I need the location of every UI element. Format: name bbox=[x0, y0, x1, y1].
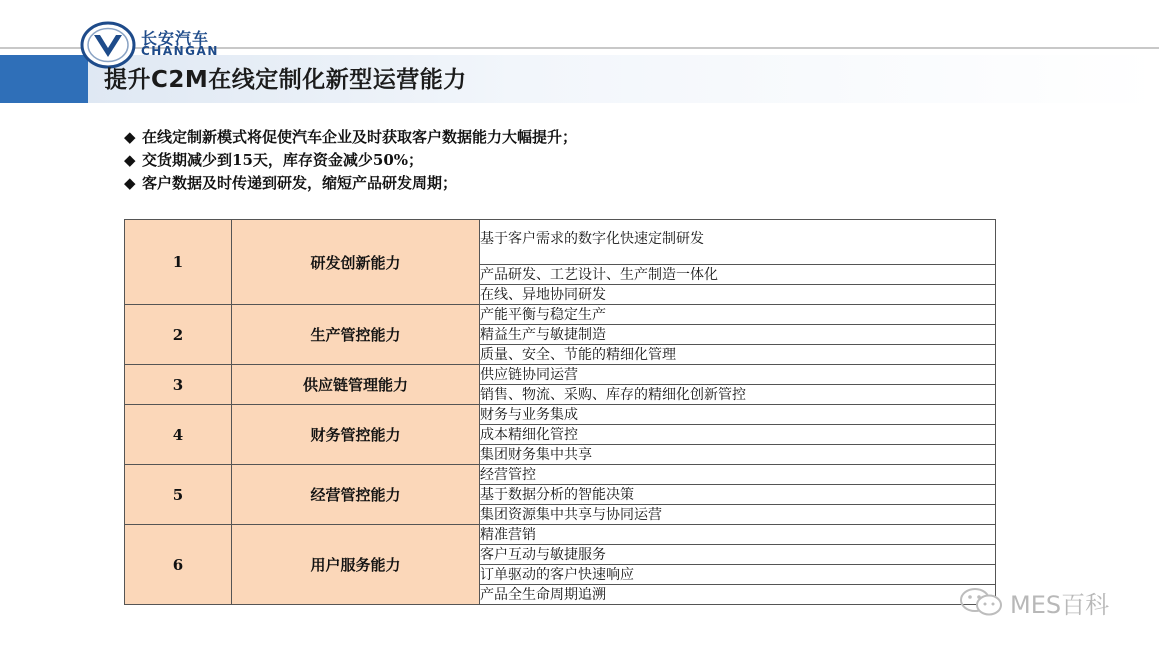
bullet-item: ◆ 在线定制新模式将促使汽车企业及时获取客户数据能力大幅提升； bbox=[124, 126, 577, 149]
capability-item: 产能平衡与稳定生产 bbox=[480, 305, 996, 325]
page-title: 提升C2M在线定制化新型运营能力 bbox=[104, 67, 467, 93]
bullet-item: ◆ 交货期减少到15天，库存资金减少50%； bbox=[124, 149, 577, 172]
capability-item: 在线、异地协同研发 bbox=[480, 285, 996, 305]
watermark bbox=[958, 586, 1109, 618]
brand-name-en: CHANGAN bbox=[141, 44, 219, 58]
title-accent-block bbox=[0, 55, 88, 103]
table-row bbox=[125, 465, 996, 485]
table-row bbox=[125, 365, 996, 385]
diamond-bullet-icon: ◆ bbox=[124, 174, 136, 192]
capability-item: 质量、安全、节能的精细化管理 bbox=[480, 345, 996, 365]
capability-item: 成本精细化管控 bbox=[480, 425, 996, 445]
capability-name: 研发创新能力 bbox=[232, 220, 480, 305]
capability-item: 集团财务集中共享 bbox=[480, 445, 996, 465]
capability-name: 财务管控能力 bbox=[232, 405, 480, 465]
capability-name: 经营管控能力 bbox=[232, 465, 480, 525]
table-row bbox=[125, 405, 996, 425]
capability-name: 供应链管理能力 bbox=[232, 365, 480, 405]
capability-item: 精益生产与敏捷制造 bbox=[480, 325, 996, 345]
row-number: 5 bbox=[125, 465, 232, 525]
bullet-list bbox=[124, 126, 577, 195]
row-number: 6 bbox=[125, 525, 232, 605]
capability-item: 供应链协同运营 bbox=[480, 365, 996, 385]
capability-item: 基于客户需求的数字化快速定制研发 bbox=[480, 220, 996, 265]
brand-name-cn: 长安汽车 bbox=[141, 29, 210, 48]
capability-item: 订单驱动的客户快速响应 bbox=[480, 565, 996, 585]
capability-item: 精准营销 bbox=[480, 525, 996, 545]
bullet-item: ◆ 客户数据及时传递到研发，缩短产品研发周期； bbox=[124, 172, 577, 195]
capability-item: 经营管控 bbox=[480, 465, 996, 485]
table-row bbox=[125, 220, 996, 265]
row-number: 4 bbox=[125, 405, 232, 465]
diamond-bullet-icon: ◆ bbox=[124, 128, 136, 146]
table-row bbox=[125, 525, 996, 545]
capability-item: 集团资源集中共享与协同运营 bbox=[480, 505, 996, 525]
capability-item: 产品研发、工艺设计、生产制造一体化 bbox=[480, 265, 996, 285]
capability-name: 生产管控能力 bbox=[232, 305, 480, 365]
capability-item: 客户互动与敏捷服务 bbox=[480, 545, 996, 565]
row-number: 3 bbox=[125, 365, 232, 405]
row-number: 1 bbox=[125, 220, 232, 305]
capability-name: 用户服务能力 bbox=[232, 525, 480, 605]
capability-item: 财务与业务集成 bbox=[480, 405, 996, 425]
capability-item: 销售、物流、采购、库存的精细化创新管控 bbox=[480, 385, 996, 405]
wechat-icon bbox=[958, 586, 1006, 618]
capability-item: 产品全生命周期追溯 bbox=[480, 585, 996, 605]
diamond-bullet-icon: ◆ bbox=[124, 151, 136, 169]
table-row bbox=[125, 305, 996, 325]
capability-table bbox=[124, 219, 996, 605]
row-number: 2 bbox=[125, 305, 232, 365]
watermark-text: MES百科 bbox=[1010, 590, 1110, 619]
capability-item: 基于数据分析的智能决策 bbox=[480, 485, 996, 505]
